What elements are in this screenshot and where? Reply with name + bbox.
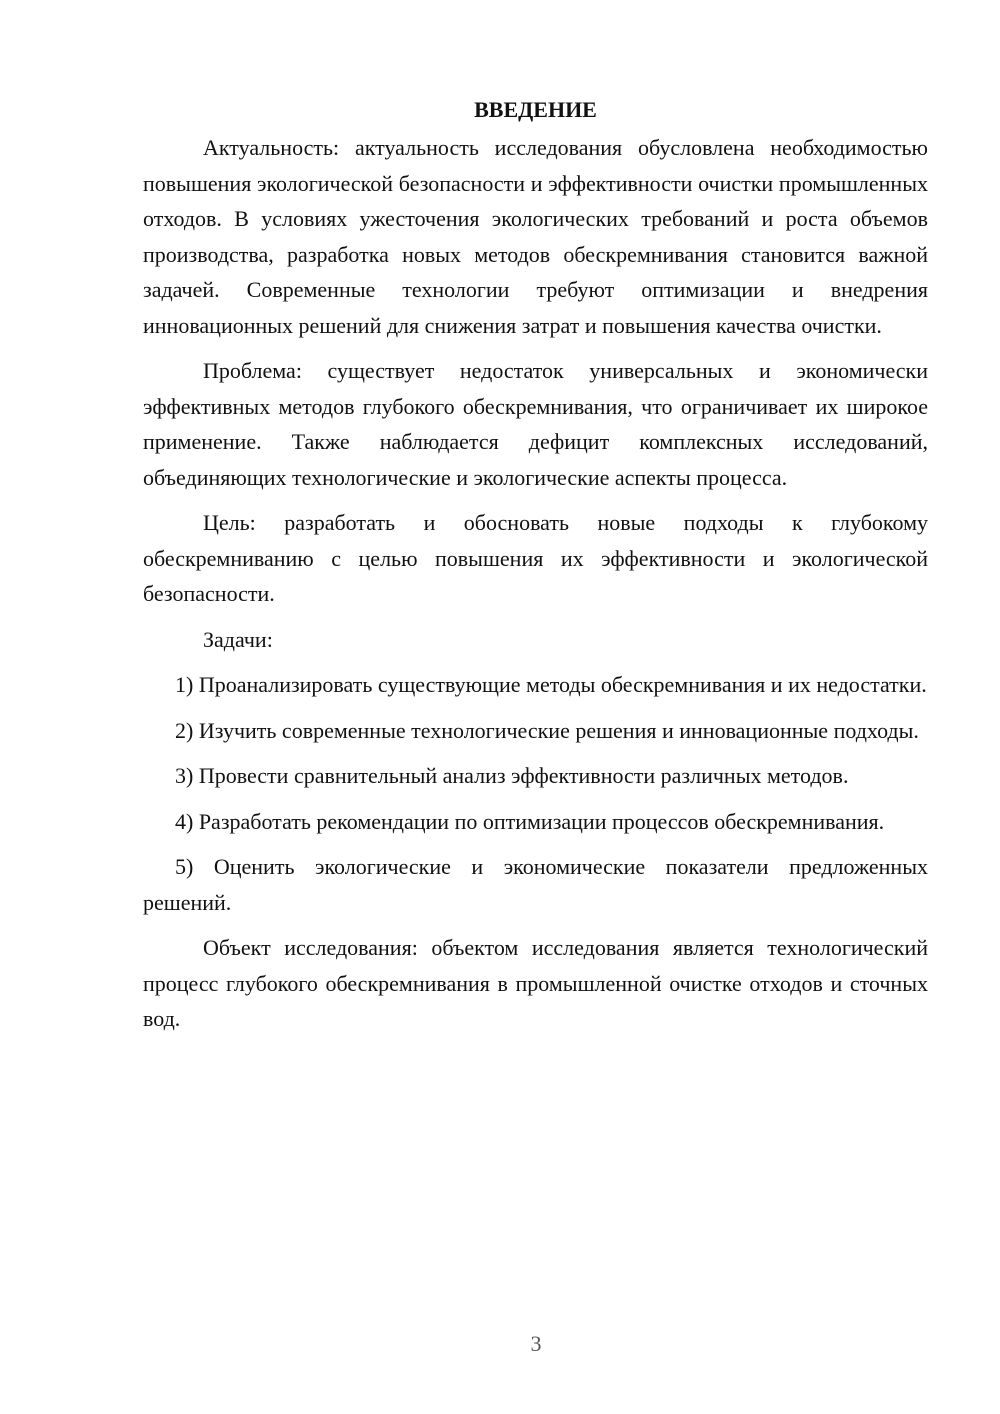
problem-paragraph: Проблема: существует недостаток универсальных и экономически эффективных методов глубокого обескремнивания, что ограничивает их широкое применение. Также наблюдается дефицит комплексных исследований, объединяющих технологические и экологические аспекты процесса.	[143, 358, 928, 490]
object-paragraph: Объект исследования: объектом исследования является технологический процесс глубокого обескремнивания в промышленной очистке отходов и сточных вод.	[143, 935, 928, 1031]
relevance-paragraph: Актуальность: актуальность исследования обусловлена необходимостью повышения экологической безопасности и эффективности очистки промышленных отходов. В условиях ужесточения экологических требований и роста объемов производства, разработка новых методов обескремнивания становится важной задачей. Современные технологии требуют оптимизации и внедрения инновационных решений для снижения затрат и повышения качества очистки.	[143, 135, 928, 338]
task-item-1: 1) Проанализировать существующие методы обескремнивания и их недостатки.	[175, 672, 927, 697]
section-heading: ВВЕДЕНИЕ	[474, 97, 597, 122]
tasks-title: Задачи:	[203, 626, 273, 652]
document-page	[143, 92, 928, 1047]
task-item-4: 4) Разработать рекомендации по оптимизации процессов обескремнивания.	[175, 808, 885, 834]
task-item-5: 5) Оценить экологические и экономические показатели предложенных решений.	[143, 854, 928, 915]
task-item-3: 3) Провести сравнительный анализ эффективности различных методов.	[175, 763, 849, 788]
page-number: 3	[530, 1331, 542, 1356]
task-item-2: 2) Изучить современные технологические решения и инновационные подходы.	[175, 717, 919, 743]
goal-paragraph: Цель: разработать и обосновать новые подходы к глубокому обескремниванию с целью повышения их эффективности и экологической безопасности.	[143, 510, 928, 606]
